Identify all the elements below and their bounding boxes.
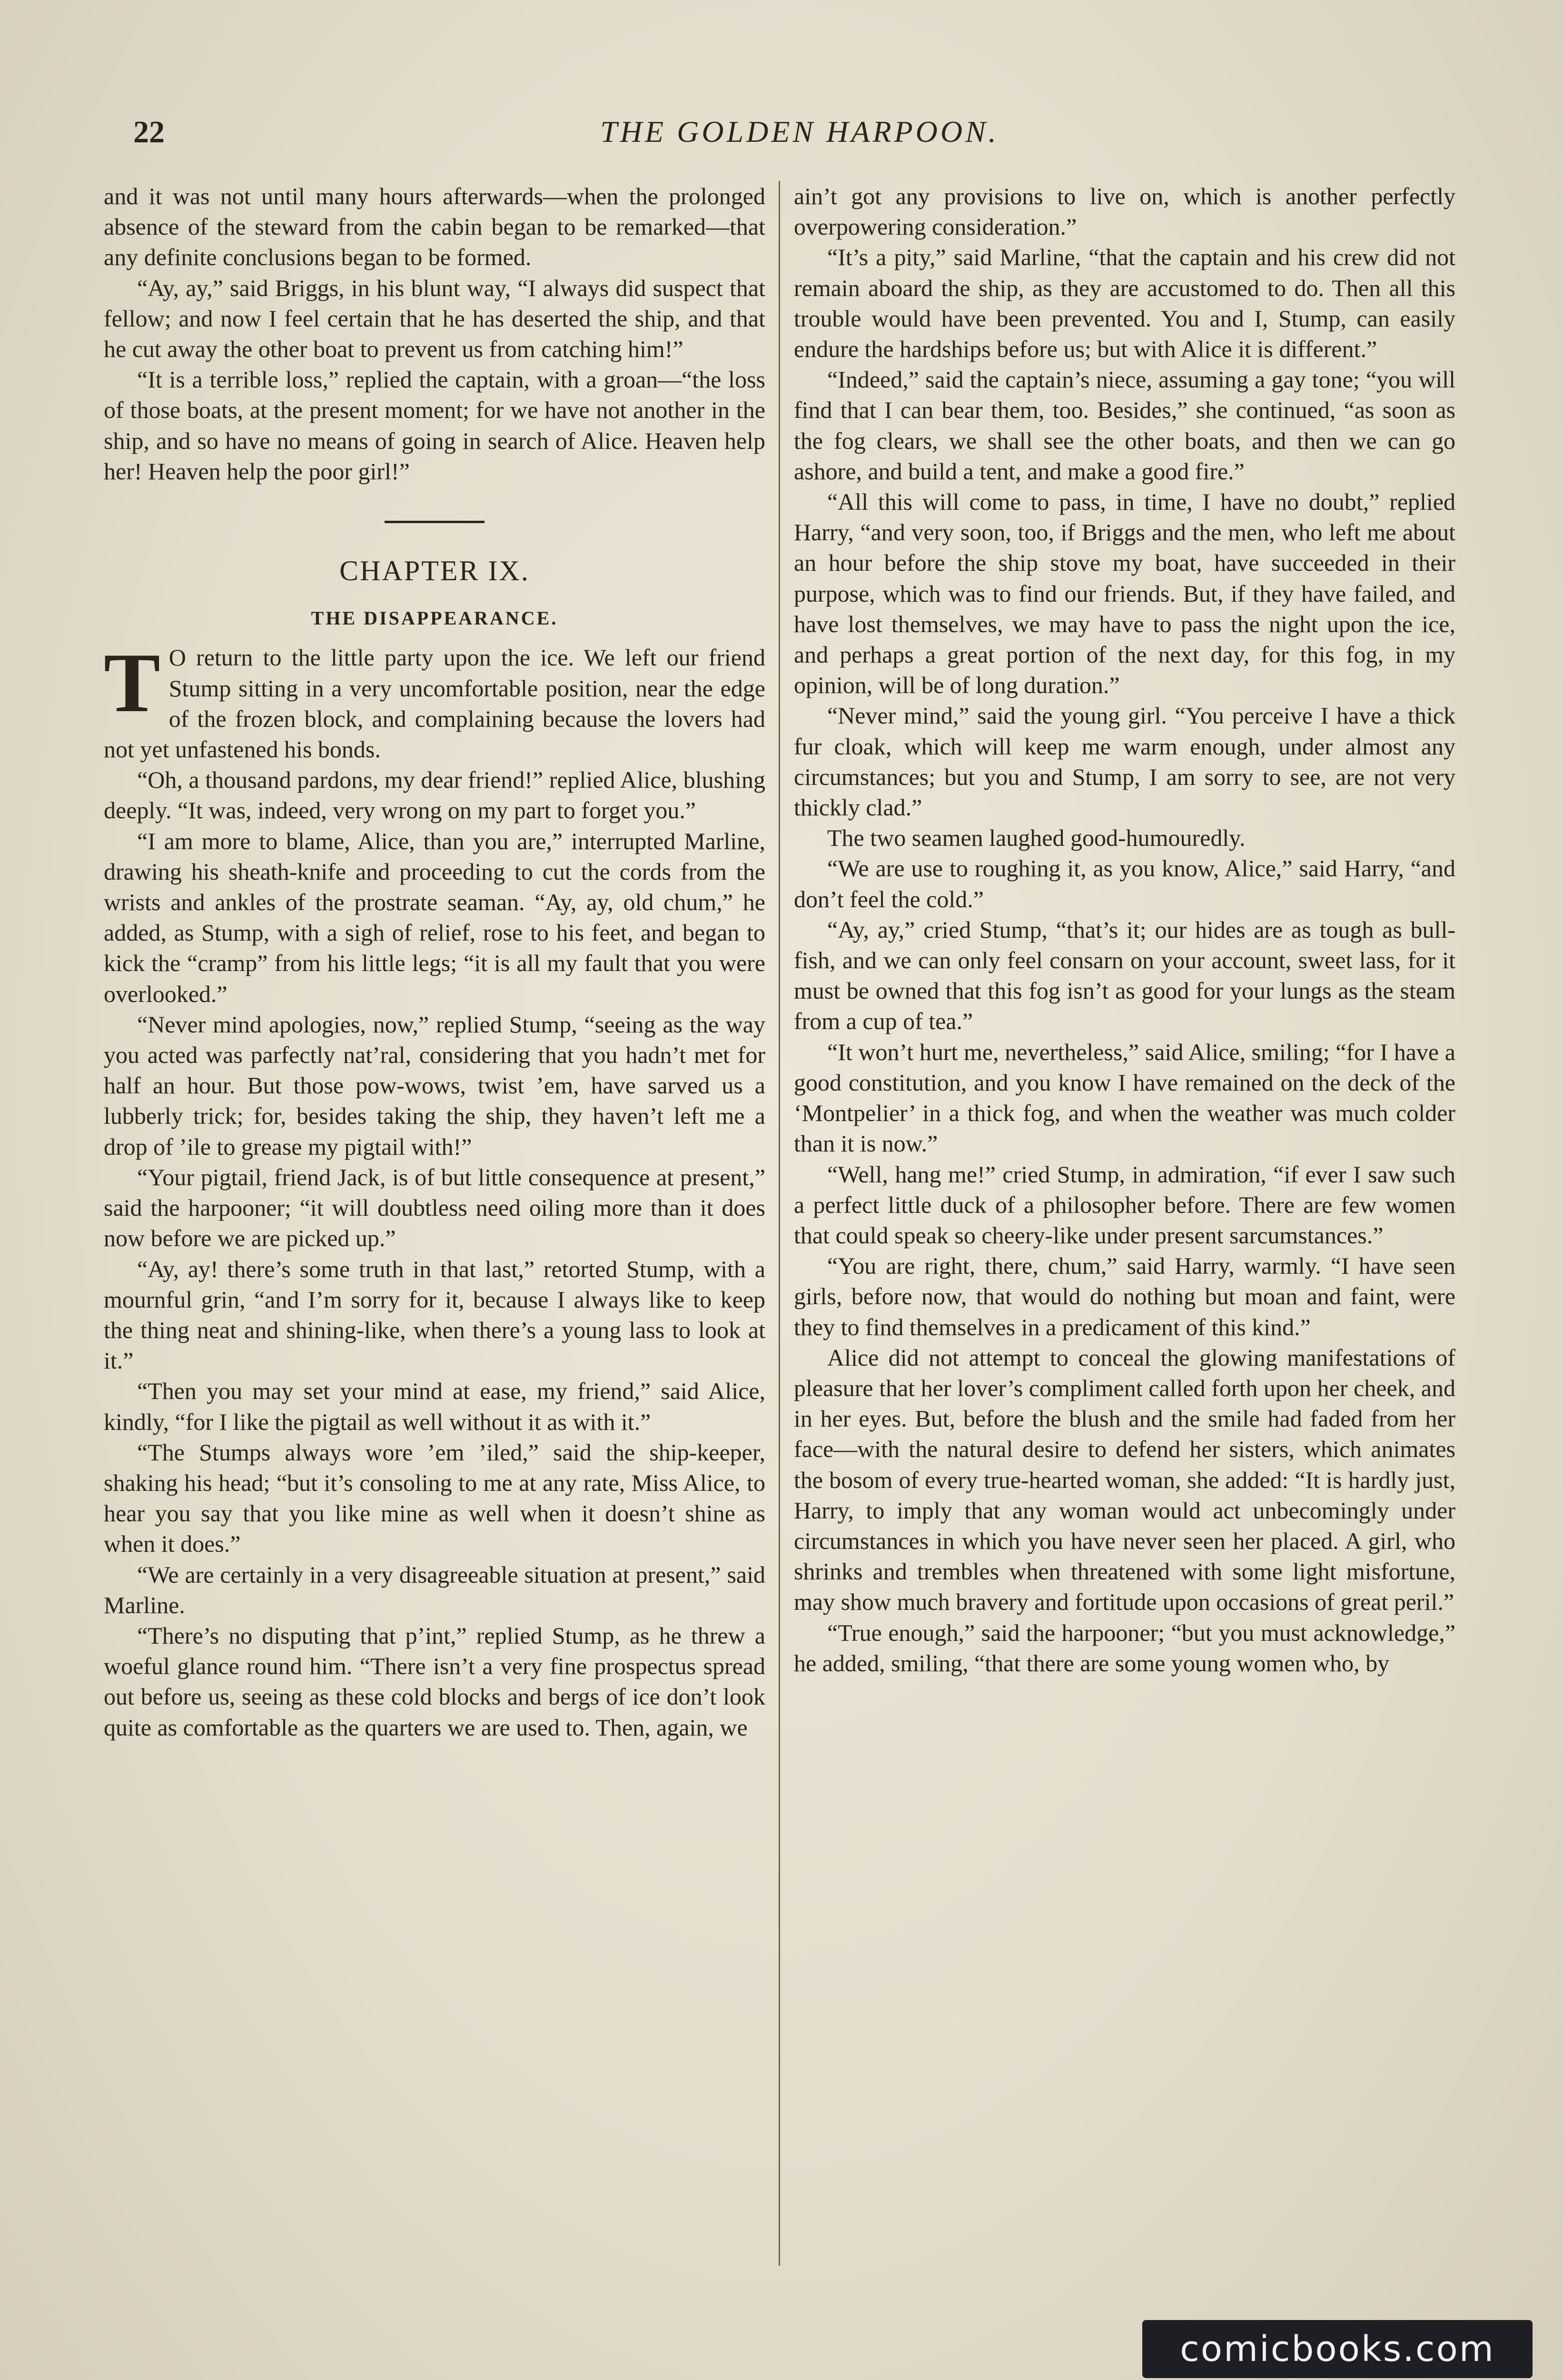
paragraph: “I am more to blame, Alice, than you are,” interrupted Marline, drawing his sheath-knife and proceeding to cut the cords from the wrists and ankles of the prostrate seaman. “Ay, ay, old chum,” he added, as Stump, with a sigh of relief, rose to his feet, and began to kick the “cramp” from his little legs; “it is all my fault that you were overlooked.”: [104, 827, 765, 1007]
paragraph: ain’t got any provisions to live on, which is another perfectly overpowering consideration.”: [794, 183, 1455, 240]
paragraph: “We are use to roughing it, as you know, Alice,” said Harry, “and don’t feel the cold.”: [794, 855, 1455, 912]
paragraph: The two seamen laughed good-humouredly.: [827, 824, 1246, 852]
paragraph: “There’s no disputing that p’int,” replied Stump, as he threw a woeful glance round him. “There isn’t a very fine prospectus spread out before us, seeing as these cold blocks and bergs of ice don’t look quite as comfortable as the quarters we are used to. Then, again, we: [104, 1622, 765, 1741]
paragraph: “It’s a pity,” said Marline, “that the captain and his crew did not remain aboard the ship, as they are accustomed to do. Then all this trouble would have been prevented. You and I, Stump, can easily endure the hardships before us; but with Alice it is different.”: [794, 244, 1455, 363]
page-number: 22: [133, 115, 165, 149]
paragraph: “Then you may set your mind at ease, my friend,” said Alice, kindly, “for I like the pigtail as well without it as with it.”: [104, 1378, 765, 1435]
paragraph: “Your pigtail, friend Jack, is of but little consequence at present,” said the harpooner; “it will doubtless need oiling more than it does now before we are picked up.”: [104, 1163, 765, 1252]
paragraph: “Oh, a thousand pardons, my dear friend!” replied Alice, blushing deeply. “It was, indeed, very wrong on my part to forget you.”: [104, 766, 765, 824]
opening-text: O return to the little party upon the ice. We left our friend Stump sitting in a very uncomfortable position, near the edge of the frozen block, and complaining because the lovers had not yet unfastened his bonds.: [104, 644, 765, 763]
paragraph: “Ay, ay,” cried Stump, “that’s it; our hides are as tough as bull-fish, and we can only feel consarn on your account, sweet lass, for it must be owned that this fog isn’t as good for your lungs as the steam from a cup of tea.”: [794, 916, 1455, 1035]
left-column: [104, 181, 765, 1743]
paragraph: “You are right, there, chum,” said Harry, warmly. “I have seen girls, before now, that would do nothing but moan and faint, were they to find themselves in a predicament of this kind.”: [794, 1252, 1455, 1340]
paragraph: “It is a terrible loss,” replied the captain, with a groan—“the loss of those boats, at the present moment; for we have not another in the ship, and so have no means of going in search of Alice. Heaven help her! Heaven help the poor girl!”: [104, 366, 765, 485]
column-divider: [779, 181, 780, 2266]
paragraph: “Indeed,” said the captain’s niece, assuming a gay tone; “you will find that I can bear them, too. Besides,” she continued, “as soon as the fog clears, we shall see the other boats, and then we can go ashore, and build a tent, and make a good fire.”: [794, 366, 1455, 485]
chapter-divider-rule: [385, 521, 485, 523]
running-title: THE GOLDEN HARPOON.: [600, 115, 999, 149]
paragraph: “Ay, ay! there’s some truth in that last,” retorted Stump, with a mournful grin, “and I’m sorry for it, because I always like to keep the thing neat and shining-like, when there’s a young lass to look at it.”: [104, 1255, 765, 1374]
paragraph: “Never mind apologies, now,” replied Stump, “seeing as the way you acted was parfectly nat’ral, considering that you hadn’t met for half an hour. But those pow-wows, twist ’em, have sarved us a lubberly trick; for, besides taking the ship, they haven’t left me a drop of ’ile to grease my pigtail with!”: [104, 1011, 765, 1160]
page-header: [133, 114, 1466, 157]
chapter-opening-paragraph: [104, 635, 765, 764]
paragraph: “It won’t hurt me, nevertheless,” said Alice, smiling; “for I have a good constitution, and you know I have remained on the deck of the ‘Montpelier’ in a thick fog, and when the weather was much colder than it is now.”: [794, 1038, 1455, 1157]
paragraph: “Never mind,” said the young girl. “You perceive I have a thick fur cloak, which will keep me warm enough, under almost any circumstances; but you and Stump, I am sorry to see, are not very thickly clad.”: [794, 702, 1455, 821]
paragraph: and it was not until many hours afterwards—when the prolonged absence of the steward from the cabin began to be remarked—that any definite conclusions began to be formed.: [104, 183, 765, 271]
paragraph: “Ay, ay,” said Briggs, in his blunt way, “I always did suspect that fellow; and now I feel certain that he has deserted the ship, and that he cut away the other boat to prevent us from catching him!”: [104, 274, 765, 363]
paragraph: “All this will come to pass, in time, I have no doubt,” replied Harry, “and very soon, too, if Briggs and the men, who left me about an hour before the ship stove my boat, have succeeded in their purpose, which was to find our friends. But, if they have failed, and have lost themselves, we may have to pass the night upon the ice, and perhaps a great portion of the next day, for this fog, in my opinion, will be of long duration.”: [794, 488, 1455, 699]
paragraph: Alice did not attempt to conceal the glowing manifestations of pleasure that her lover’s compliment called forth upon her cheek, and in her eyes. But, before the blush and the smile had faded from her face—with the natural desire to defend her sisters, which animates the bosom of every true-hearted woman, she added: “It is hardly just, Harry, to imply that any woman would act unbecomingly under circumstances in which you have never seen her placed. A girl, who shrinks and trembles when threatened with some light misfortune, may show much bravery and fortitude upon occasions of great peril.”: [794, 1344, 1455, 1616]
chapter-title: CHAPTER IX.: [339, 555, 530, 587]
paragraph: “Well, hang me!” cried Stump, in admiration, “if ever I saw such a perfect little duck of a philosopher before. There are few women that could speak so cheery-like under present sarcumstances.”: [794, 1160, 1455, 1249]
chapter-subtitle: THE DISAPPEARANCE.: [311, 607, 558, 629]
paragraph: “The Stumps always wore ’em ’iled,” said the ship-keeper, shaking his head; “but it’s consoling to me at any rate, Miss Alice, to hear you say that you like mine as well when it doesn’t shine as when it does.”: [104, 1438, 765, 1557]
paragraph: “True enough,” said the harpooner; “but you must acknowledge,” he added, smiling, “that there are some young women who, by: [794, 1619, 1455, 1676]
watermark-badge: comicbooks.com: [1142, 2320, 1533, 2378]
drop-cap: T: [104, 635, 160, 730]
paragraph: “We are certainly in a very disagreeable situation at present,” said Marline.: [104, 1561, 765, 1618]
right-column: [794, 181, 1455, 1678]
